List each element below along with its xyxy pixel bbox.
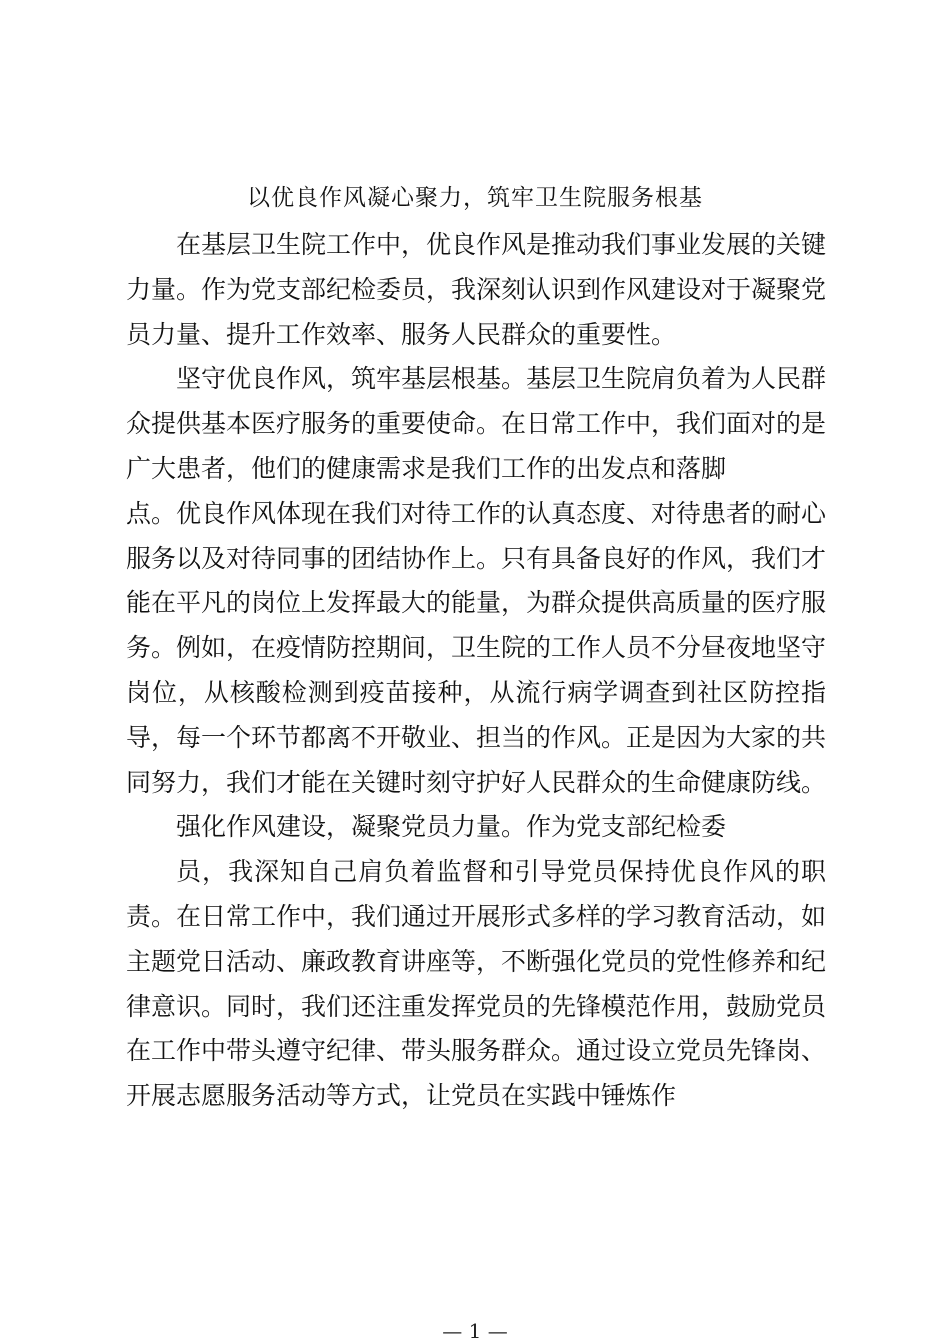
paragraph-intro: 在基层卫生院工作中，优良作风是推动我们事业发展的关键力量。作为党支部纪检委员，我深刻认识到作风建设对于凝聚党员力量、提升工作效率、服务人民群众的重要性。 [126,230,827,349]
page-number: — 1 — [442,1319,508,1343]
document-body [126,223,826,1119]
document-title: 以优良作风凝心聚力，筑牢卫生院服务根基 [247,185,703,211]
paragraph-strengthen-heading: 强化作风建设，凝聚党员力量。作为党支部纪检委 [176,812,727,842]
paragraph-uphold-style: 坚守优良作风，筑牢基层根基。基层卫生院肩负着为人民群众提供基本医疗服务的重要使命。在日常工作中，我们面对的是广大患者，他们的健康需求是我们工作的出发点和落脚 点。优良作风体现在我们对待工作的认真态度、对待患者的耐心服务以及对待同事的团结协作上。只有具备良好的作风，我们才能在平凡的岗位上发挥最大的能量，为群众提供高质量的医疗服务。例如，在疫情防控期间，卫生院的工作人员不分昼夜地坚守岗位，从核酸检测到疫苗接种，从流行病学调查到社区防控指导，每一个环节都离不开敬业、担当的作风。正是因为大家的共同努力，我们才能在关键时刻守护好人民群众的生命健康防线。 [126,364,827,797]
paragraph-strengthen-body: 员，我深知自己肩负着监督和引导党员保持优良作风的职责。在日常工作中，我们通过开展形式多样的学习教育活动，如主题党日活动、廉政教育讲座等，不断强化党员的党性修养和纪律意识。同时，我们还注重发挥党员的先锋模范作用，鼓励党员在工作中带头遵守纪律、带头服务群众。通过设立党员先锋岗、开展志愿服务活动等方式，让党员在实践中锤炼作 [126,857,827,1111]
